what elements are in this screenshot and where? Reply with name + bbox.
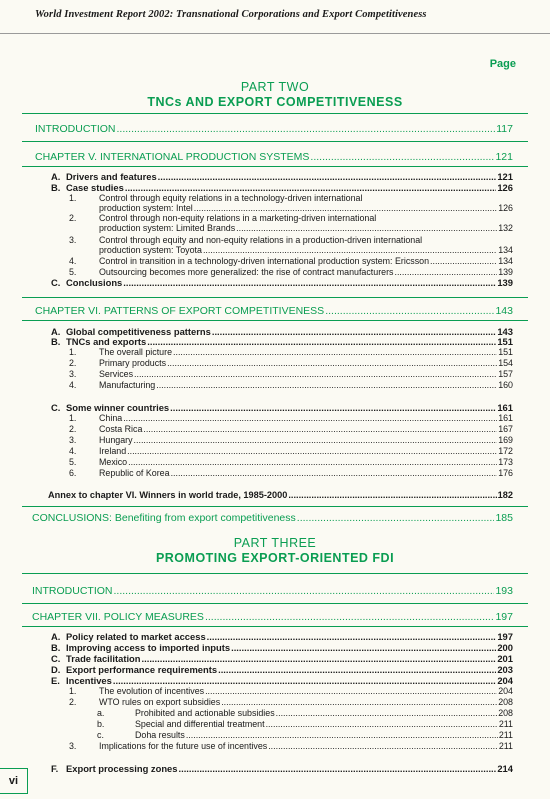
page-number-ref: 161 — [497, 402, 513, 413]
page-number-ref: 185 — [495, 512, 513, 524]
dot-leader — [123, 277, 496, 288]
page-number-ref: 197 — [495, 611, 513, 623]
page-number-ref: 134 — [498, 256, 513, 266]
toc-subsubsection[interactable]: c. Doha results ..... 211 — [97, 730, 513, 740]
dot-leader — [203, 245, 497, 255]
entry-label: A. — [51, 631, 61, 642]
page-number-ref: 208 — [498, 708, 513, 718]
toc-subsection[interactable]: 3. Services ..... 157 — [69, 369, 513, 379]
page-number-ref: 176 — [498, 468, 513, 478]
toc-chapter-vii[interactable]: CHAPTER VII. POLICY MEASURES ..... 197 — [32, 611, 513, 623]
part-three-title: PROMOTING EXPORT-ORIENTED FDI — [155, 551, 395, 565]
dot-leader — [123, 413, 497, 423]
page-number-ref: 160 — [498, 380, 513, 390]
page-number-ref: 157 — [498, 369, 513, 379]
entry-label: 2. — [69, 358, 77, 368]
dot-leader — [127, 446, 497, 456]
toc-section[interactable]: A. Policy related to market access ..... 197 — [51, 631, 513, 642]
dot-leader — [117, 123, 496, 135]
page-number-ref: 132 — [498, 223, 513, 233]
dot-leader — [147, 336, 496, 347]
page-number-ref: 211 — [498, 741, 513, 751]
entry-label: 1. — [69, 347, 77, 357]
toc-subsection[interactable]: 2. WTO rules on export subsidies ..... 208 — [69, 697, 513, 707]
dot-leader — [325, 305, 494, 317]
page-number-ref: 121 — [495, 151, 513, 163]
toc-subsubsection[interactable]: a. Prohibited and actionable subsidies ..... 208 — [97, 708, 513, 718]
page-number-ref: 151 — [497, 336, 513, 347]
page-number-ref: 134 — [498, 245, 513, 255]
page-number-ref: 167 — [498, 424, 513, 434]
toc-chapter-vi[interactable]: CHAPTER VI. PATTERNS OF EXPORT COMPETITIVENESS ..... 143 — [35, 305, 513, 317]
dot-leader — [194, 203, 497, 213]
dot-leader — [236, 223, 497, 233]
entry-label: C. — [51, 653, 61, 664]
entry-label: c. — [97, 730, 104, 740]
page-number-ref: 139 — [498, 267, 513, 277]
dot-leader — [125, 182, 497, 193]
dot-leader — [266, 719, 498, 729]
dot-leader — [430, 256, 497, 266]
dot-leader — [128, 457, 497, 467]
page-number-ref: 193 — [495, 585, 513, 597]
page-number-ref: 197 — [497, 631, 513, 642]
dot-leader — [207, 631, 497, 642]
page-number-ref: 154 — [498, 358, 513, 368]
entry-label: 5. — [69, 457, 77, 467]
toc-section[interactable]: F. Export processing zones ..... 214 — [51, 763, 513, 774]
page-number-ref: 143 — [495, 305, 513, 317]
page-number-ref: 182 — [497, 490, 513, 500]
toc-subsection[interactable]: 2. Primary products ..... 154 — [69, 358, 513, 368]
toc-section[interactable]: D. Export performance requirements ..... 203 — [51, 664, 513, 675]
dot-leader — [186, 730, 498, 740]
divider — [22, 297, 528, 298]
entry-label: 1. — [69, 193, 77, 203]
dot-leader — [205, 686, 497, 696]
entry-label: B. — [51, 642, 61, 653]
entry-label: 3. — [69, 741, 77, 751]
dot-leader — [310, 151, 494, 163]
toc-subsection[interactable]: production system: Limited Brands ..... 132 — [99, 223, 513, 233]
toc-subsubsection[interactable]: b. Special and differential treatment ..... 211 — [97, 719, 513, 729]
page-number-ref: 201 — [497, 653, 513, 664]
toc-subsection[interactable]: 4. Manufacturing ..... 160 — [69, 380, 513, 390]
page-number-ref: 204 — [498, 686, 513, 696]
dot-leader — [113, 675, 496, 686]
dot-leader — [143, 424, 497, 434]
toc-subsection-line1: 1. Control through equity relations in a technology-driven international — [69, 193, 363, 203]
entry-label: 3. — [69, 369, 77, 379]
page-number-ref: 117 — [496, 123, 513, 135]
page-number-ref: 169 — [498, 435, 513, 445]
toc-section[interactable]: C. Trade facilitation ..... 201 — [51, 653, 513, 664]
toc-section[interactable]: A. Global competitiveness patterns ..... 143 — [51, 326, 513, 337]
dot-leader — [276, 708, 498, 718]
dot-leader — [231, 642, 496, 653]
entry-label: 4. — [69, 446, 77, 456]
entry-label: 6. — [69, 468, 77, 478]
entry-label: 4. — [69, 256, 77, 266]
entry-label: B. — [51, 336, 61, 347]
page-number-ref: 143 — [497, 326, 513, 337]
divider — [22, 603, 528, 604]
page-number-ref: 211 — [498, 730, 513, 740]
entry-label: 1. — [69, 413, 77, 423]
dot-leader — [288, 490, 496, 500]
divider — [22, 113, 528, 114]
page-number-ref: 151 — [498, 347, 513, 357]
toc-section[interactable]: B. TNCs and exports ..... 151 — [51, 336, 513, 347]
toc-chapter-v[interactable]: CHAPTER V. INTERNATIONAL PRODUCTION SYSTEMS ..... 121 — [35, 151, 513, 163]
dot-leader — [178, 763, 496, 774]
entry-label: 5. — [69, 267, 77, 277]
page-number-ref: 161 — [498, 413, 513, 423]
toc-introduction[interactable]: INTRODUCTION ..... 117 — [35, 123, 513, 135]
part-two-label: PART TWO — [240, 80, 310, 94]
toc-section[interactable]: B. Case studies ..... 126 — [51, 182, 513, 193]
entry-label: E. — [51, 675, 60, 686]
dot-leader — [114, 585, 495, 597]
entry-label: 1. — [69, 686, 77, 696]
page-number-ref: 203 — [497, 664, 513, 675]
running-header — [0, 0, 550, 34]
dot-leader — [173, 347, 497, 357]
entry-label: F. — [51, 763, 59, 774]
toc-subsection[interactable]: 5. Mexico ..... 173 — [69, 457, 513, 467]
dot-leader — [167, 358, 497, 368]
page-number-ref: 200 — [497, 642, 513, 653]
part-two-title: TNCs AND EXPORT COMPETITIVENESS — [147, 95, 403, 109]
dot-leader — [156, 380, 497, 390]
entry-label: 2. — [69, 213, 77, 223]
toc-subsection[interactable]: 2. Costa Rica ..... 167 — [69, 424, 513, 434]
entry-label: b. — [97, 719, 105, 729]
dot-leader — [142, 653, 497, 664]
divider — [22, 573, 528, 574]
toc-subsection[interactable]: 1. China ..... 161 — [69, 413, 513, 423]
entry-label: a. — [97, 708, 105, 718]
dot-leader — [134, 435, 498, 445]
page-number-ref: 208 — [498, 697, 513, 707]
dot-leader — [218, 664, 496, 675]
toc-subsection-line1: 2. Control through non-equity relations in a marketing-driven international — [69, 213, 377, 223]
entry-label: A. — [51, 326, 61, 337]
entry-label: 2. — [69, 697, 77, 707]
page-number: vi — [0, 768, 28, 794]
toc-conclusions[interactable]: CONCLUSIONS: Benefiting from export competitiveness ..... 185 — [32, 512, 513, 524]
page-number-ref: 211 — [498, 719, 513, 729]
entry-label: C. — [51, 277, 61, 288]
dot-leader — [158, 171, 497, 182]
toc-section[interactable]: A. Drivers and features ..... 121 — [51, 171, 513, 182]
part-three-label: PART THREE — [233, 536, 317, 550]
page-number-ref: 121 — [497, 171, 513, 182]
divider — [22, 141, 528, 142]
toc-section[interactable]: C. Conclusions ..... 139 — [51, 277, 513, 288]
page-number-ref: 204 — [497, 675, 513, 686]
dot-leader — [171, 468, 498, 478]
toc-subsection[interactable]: production system: Toyota ..... 134 — [99, 245, 513, 255]
toc-subsection[interactable]: 3. Implications for the future use of incentives ..... 211 — [69, 741, 513, 751]
divider — [22, 320, 528, 321]
toc-subsection[interactable]: 5. Outsourcing becomes more generalized: the rise of contract manufacturers ..... 139 — [69, 267, 513, 277]
toc-subsection[interactable]: 4. Ireland ..... 172 — [69, 446, 513, 456]
divider — [22, 166, 528, 167]
page-number-ref: 172 — [498, 446, 513, 456]
toc-annex[interactable]: Annex to chapter VI. Winners in world trade, 1985-2000 ..... 182 — [48, 490, 513, 500]
toc-section[interactable]: E. Incentives ..... 204 — [51, 675, 513, 686]
entry-label: 2. — [69, 424, 77, 434]
dot-leader — [134, 369, 497, 379]
page-number-ref: 126 — [498, 203, 513, 213]
toc-subsection[interactable]: 3. Hungary ..... 169 — [69, 435, 513, 445]
dot-leader — [170, 402, 496, 413]
page-number-ref: 214 — [497, 763, 513, 774]
entry-label: A. — [51, 171, 61, 182]
divider — [22, 626, 528, 627]
toc-section[interactable]: C. Some winner countries ..... 161 — [51, 402, 513, 413]
toc-subsection[interactable]: production system: Intel ..... 126 — [99, 203, 513, 213]
toc-section[interactable]: B. Improving access to imported inputs ..... 200 — [51, 642, 513, 653]
toc-subsection[interactable]: 6. Republic of Korea ..... 176 — [69, 468, 513, 478]
toc-subsection-line1: 3. Control through equity and non-equity relations in a production-driven international — [69, 235, 423, 245]
dot-leader — [221, 697, 497, 707]
toc-subsection[interactable]: 4. Control in transition in a technology-driven international production system: Ericsson ..... 134 — [69, 256, 513, 266]
entry-label: 3. — [69, 235, 77, 245]
entry-label: D. — [51, 664, 61, 675]
entry-label: B. — [51, 182, 61, 193]
entry-label: C. — [51, 402, 61, 413]
page-column-label: Page — [489, 58, 516, 70]
toc-introduction-part-three[interactable]: INTRODUCTION ..... 193 — [32, 585, 513, 597]
entry-label: 4. — [69, 380, 77, 390]
page-number-ref: 139 — [497, 277, 513, 288]
toc-subsection[interactable]: 1. The evolution of incentives ..... 204 — [69, 686, 513, 696]
running-title: World Investment Report 2002: Transnational Corporations and Export Competitiveness — [35, 9, 427, 20]
divider — [22, 506, 528, 507]
entry-label: 3. — [69, 435, 77, 445]
toc-subsection[interactable]: 1. The overall picture ..... 151 — [69, 347, 513, 357]
page-number-ref: 126 — [497, 182, 513, 193]
dot-leader — [395, 267, 498, 277]
dot-leader — [297, 512, 495, 524]
dot-leader — [268, 741, 498, 751]
page-number-ref: 173 — [498, 457, 513, 467]
dot-leader — [205, 611, 495, 623]
